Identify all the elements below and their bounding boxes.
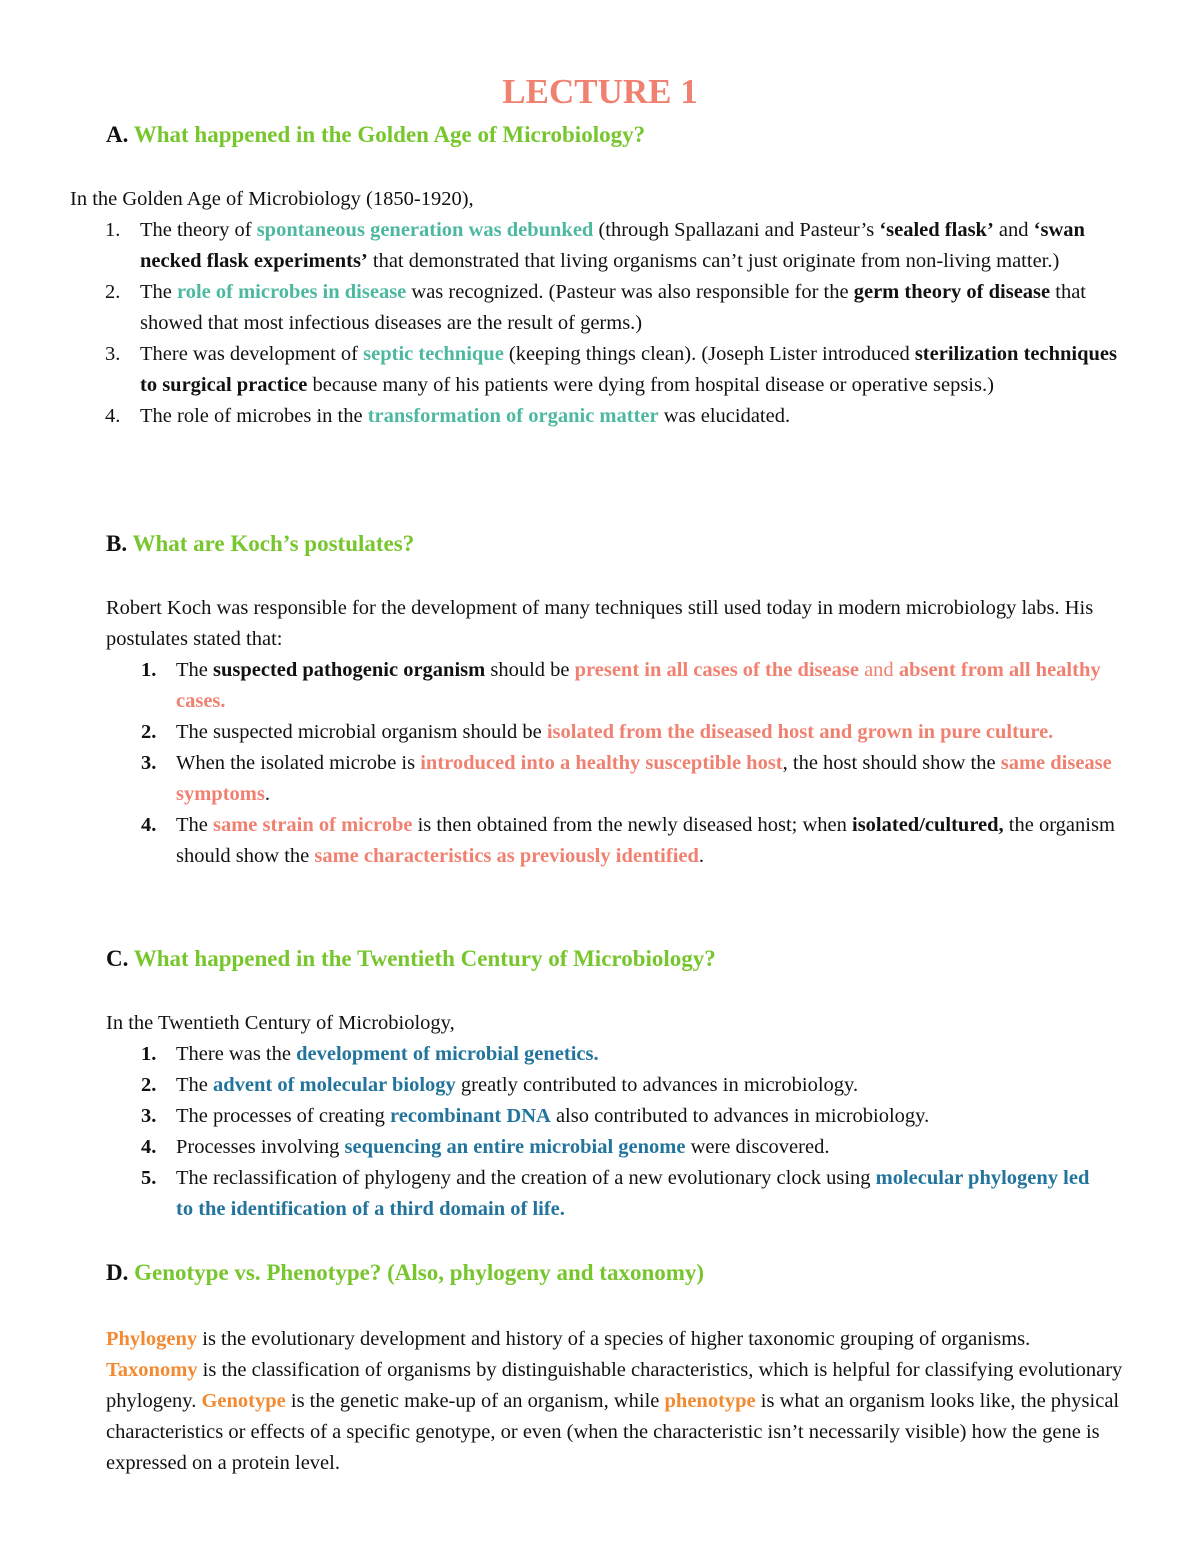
highlight-text: septic technique [363,343,504,365]
section-question: Genotype vs. Phenotype? (Also, phylogeny and taxonomy) [134,1260,705,1285]
highlight-text: sequencing an entire microbial genome [344,1136,686,1158]
section-b-list [141,655,1131,872]
list-item: 2. The role of microbes in disease was recognized. (Pasteur was also responsible for the germ theory of disease that showed that most infectious diseases are the result of germs.) [140,277,1130,339]
list-number: 4. [141,814,157,836]
section-c-intro: In the Twentieth Century of Microbiology, [106,1012,455,1034]
list-number: 1. [141,1043,157,1065]
highlight-text: introduced into a healthy susceptible host [420,752,783,774]
section-a-heading [106,120,645,150]
list-item: 4. The same strain of microbe is then obtained from the newly diseased host; when isolated/cultured, the organism should show the same characteristics as previously identified. [176,810,1131,872]
list-item: 5. The reclassification of phylogeny and the creation of a new evolutionary clock using molecular phylogeny led to the identification of a third domain of life. [176,1163,1101,1225]
section-letter: B. [106,531,128,556]
section-d-heading [106,1258,704,1288]
highlight-text: advent of molecular biology [213,1074,456,1096]
keyword: Taxonomy [106,1359,198,1381]
highlight-text: same characteristics as previously identified [314,845,699,867]
bold-term: ‘swan necked flask experiments’ [140,219,1085,272]
section-b-intro: Robert Koch was responsible for the development of many techniques still used today in modern microbiology labs. His postulates stated that: [106,597,1094,650]
section-c-list [141,1039,1101,1225]
list-item: 1. The theory of spontaneous generation was debunked (through Spallazani and Pasteur’s ‘sealed flask’ and ‘swan necked flask experiments’ that demonstrated that living organisms can’t just originate from non-living matter.) [140,215,1130,277]
section-a-intro: In the Golden Age of Microbiology (1850-1920), [70,188,474,210]
list-item: 3. When the isolated microbe is introduced into a healthy susceptible host, the host should show the same disease symptoms. [176,748,1131,810]
list-item: 4. The role of microbes in the transformation of organic matter was elucidated. [140,401,1130,432]
bold-term: suspected pathogenic organism [213,659,486,681]
highlight-text: same disease symptoms [176,752,1112,805]
section-a-list [105,215,1130,432]
keyword: phenotype [664,1390,756,1412]
section-question: What happened in the Golden Age of Microbiology? [133,122,646,147]
section-letter: A. [106,122,129,147]
list-number: 5. [141,1167,157,1189]
list-number: 2. [141,721,157,743]
list-number: 3. [141,1105,157,1127]
section-question: What are Koch’s postulates? [132,531,415,556]
list-number: 3. [141,752,157,774]
list-item: 1. The suspected pathogenic organism should be present in all cases of the disease and absent from all healthy cases. [176,655,1131,717]
list-number: 2. [141,1074,157,1096]
page-title: LECTURE 1 [502,72,698,111]
list-number: 4. [141,1136,157,1158]
bold-term: ‘sealed flask’ [879,219,994,241]
section-b-heading [106,529,414,559]
list-item: 4. Processes involving sequencing an entire microbial genome were discovered. [176,1132,1101,1163]
highlight-text: absent from all healthy cases. [176,659,1101,712]
highlight-text: isolated from the diseased host and grown in pure culture. [546,721,1054,743]
list-number: 1. [105,219,121,241]
list-item: 3. There was development of septic technique (keeping things clean). (Joseph Lister introduced sterilization techniques to surgical practice because many of his patients were dying from hospital disease or operative sepsis.) [140,339,1130,401]
highlight-text: spontaneous generation was debunked [256,219,594,241]
highlight-text: recombinant DNA [390,1105,551,1127]
highlight-text: role of microbes in disease [177,281,407,303]
list-item: 2. The advent of molecular biology greatly contributed to advances in microbiology. [176,1070,1101,1101]
bold-term: sterilization techniques to surgical practice [140,343,1117,396]
list-item: 3. The processes of creating recombinant DNA also contributed to advances in microbiology. [176,1101,1101,1132]
list-number: 1. [141,659,157,681]
list-number: 4. [105,405,121,427]
highlight-text: present in all cases of the disease [574,659,859,681]
section-letter: D. [106,1260,129,1285]
section-question: What happened in the Twentieth Century of Microbiology? [133,946,716,971]
bold-term: germ theory of disease [853,281,1051,303]
highlight-text: transformation of organic matter [367,405,659,427]
list-item: 2. The suspected microbial organism should be isolated from the diseased host and grown in pure culture. [176,717,1131,748]
section-letter: C. [106,946,129,971]
highlight-text: molecular phylogeny led to the identification of a third domain of life. [176,1167,1090,1220]
list-number: 2. [105,281,121,303]
bold-term: isolated/cultured, [852,814,1004,836]
section-d-paragraph: Phylogeny is the evolutionary development and history of a species of higher taxonomic grouping of organisms. Taxonomy is the classification of organisms by distinguishable characteristics, which is helpful for classifying evolutionary phylogeny. Genotype is the genetic make-up of an organism, while phenotype is what an organism looks like, the physical characteristics or effects of a specific genotype, or even (when the characteristic isn’t necessarily visible) how the gene is expressed on a protein level. [106,1328,1123,1474]
section-c-heading [106,944,716,974]
highlight-text: same strain of microbe [213,814,413,836]
highlight-text: development of microbial genetics. [296,1043,599,1065]
keyword: Phylogeny [106,1328,198,1350]
list-number: 3. [105,343,121,365]
list-item: 1. There was the development of microbial genetics. [176,1039,1101,1070]
keyword: Genotype [201,1390,286,1412]
